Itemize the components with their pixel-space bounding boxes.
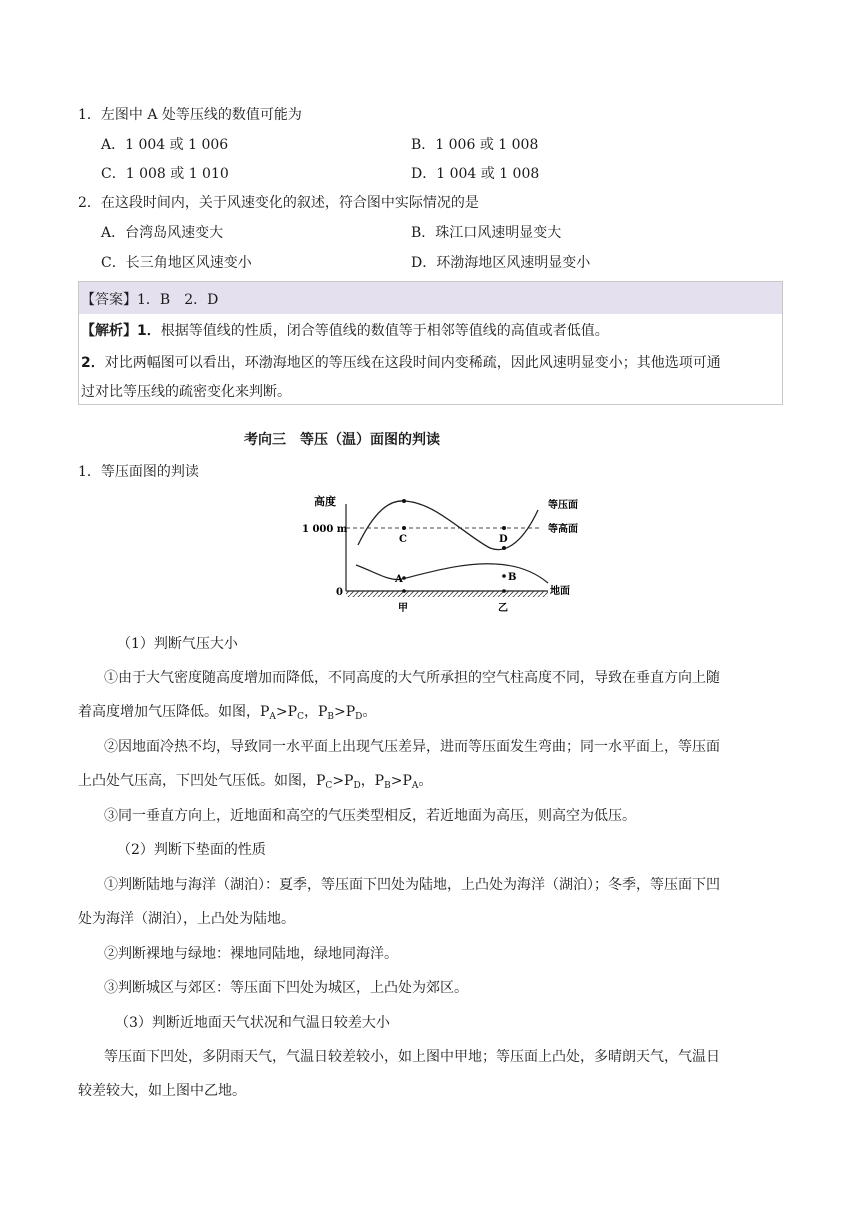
- para-5: ②判断裸地与绿地：裸地同陆地，绿地同海洋。: [104, 946, 398, 962]
- point-b: [502, 574, 506, 578]
- label-jia: 甲: [398, 603, 408, 614]
- analysis-num-2: 2．: [81, 355, 105, 371]
- para-4b: 处为海洋（湖泊），上凸处为陆地。: [78, 911, 295, 927]
- heading-pressure: （1）判断气压大小: [117, 636, 238, 652]
- isobaric-curve: [358, 501, 538, 550]
- para-1b: 着高度增加气压降低。如图，$P_A>P_C$，$P_B>P_D$。: [78, 704, 377, 722]
- label-yi: 乙: [498, 603, 508, 614]
- point-jia: [402, 589, 406, 593]
- origin-label: 0: [336, 587, 343, 598]
- label-c: C: [399, 534, 407, 545]
- point-d: [502, 526, 506, 530]
- answer-header: [79, 282, 782, 314]
- q2-option-c: C．长三角地区风速变小: [101, 255, 252, 271]
- para-6: ③判断城区与郊区：等压面下凹处为城区，上凸处为郊区。: [104, 980, 468, 996]
- para-1a: ①由于大气密度随高度增加而降低，不同高度的大气所承担的空气柱高度不同，导致在垂直方向上随: [104, 670, 720, 686]
- q1-option-c: C．1 008 或 1 010: [101, 166, 229, 182]
- point-above-c: [402, 499, 406, 503]
- analysis-head: 【解析】1．: [81, 323, 161, 339]
- q2-option-b: B．珠江口风速明显变大: [411, 225, 562, 241]
- para-2a: ②因地面冷热不均，导致同一水平面上出现气压差异，进而等压面发生弯曲；同一水平面上，等压面: [104, 739, 720, 755]
- section-title: 考向三 等压（温）面图的判读: [244, 432, 440, 448]
- point-c: [402, 526, 406, 530]
- label-b: B: [508, 572, 517, 583]
- para-7a: 等压面下凹处，多阴雨天气，气温日较差较小，如上图中甲地；等压面上凸处，多晴朗天气，气温日: [104, 1049, 720, 1065]
- question-1-stem: 1．左图中 A 处等压线的数值可能为: [78, 107, 302, 123]
- point-below-d: [502, 546, 506, 550]
- height-label: 1 000 m: [302, 524, 348, 535]
- section-subtitle: 1．等压面图的判读: [78, 464, 199, 480]
- point-yi: [502, 589, 506, 593]
- isohypse-label: 等高面: [548, 524, 578, 535]
- ground-label: 地面: [550, 586, 570, 597]
- q1-option-a: A．1 004 或 1 006: [101, 137, 229, 153]
- y-axis-label: 高度: [314, 495, 336, 508]
- label-d: D: [499, 534, 508, 545]
- label-a: A: [395, 574, 403, 585]
- isobaric-label: 等压面: [548, 500, 578, 511]
- isobaric-surface-diagram: [290, 490, 590, 616]
- para-4a: ①判断陆地与海洋（湖泊）：夏季，等压面下凹处为陆地，上凸处为海洋（湖泊）；冬季，等压面下凹: [104, 877, 720, 893]
- answer-label: 【答案】1．B 2．D: [81, 292, 219, 308]
- ground-hatch: [346, 591, 548, 597]
- para-3: ③同一垂直方向上，近地面和高空的气压类型相反，若近地面为高压，则高空为低压。: [104, 808, 636, 824]
- q2-option-d: D．环渤海地区风速明显变小: [411, 255, 591, 271]
- heading-surface: （2）判断下垫面的性质: [117, 842, 266, 858]
- para-2b: 上凸处气压高，下凹处气压低。如图，$P_C>P_D$，$P_B>P_A$。: [78, 773, 433, 791]
- question-2-stem: 2．在这段时间内，关于风速变化的叙述，符合图中实际情况的是: [78, 195, 479, 211]
- heading-weather: （3）判断近地面天气状况和气温日较差大小: [115, 1015, 390, 1031]
- q1-option-b: B．1 006 或 1 008: [411, 137, 539, 153]
- analysis-text-2: 对比两幅图可以看出，环渤海地区的等压线在这段时间内变稀疏，因此风速明显变小；其他选项可通: [104, 355, 721, 371]
- analysis-text-1: 根据等值线的性质，闭合等值线的数值等于相邻等值线的高值或者低值。: [160, 323, 609, 339]
- analysis-line-1: [81, 320, 609, 340]
- ground-level-curve: [356, 564, 548, 583]
- q2-option-a: A．台湾岛风速变大: [101, 225, 224, 241]
- analysis-line-2: [81, 352, 721, 372]
- answer-box: [78, 281, 783, 405]
- para-7b: 较差较大，如上图中乙地。: [78, 1083, 246, 1099]
- q1-option-d: D．1 004 或 1 008: [411, 166, 540, 182]
- analysis-line-3: 过对比等压线的疏密变化来判断。: [81, 384, 291, 400]
